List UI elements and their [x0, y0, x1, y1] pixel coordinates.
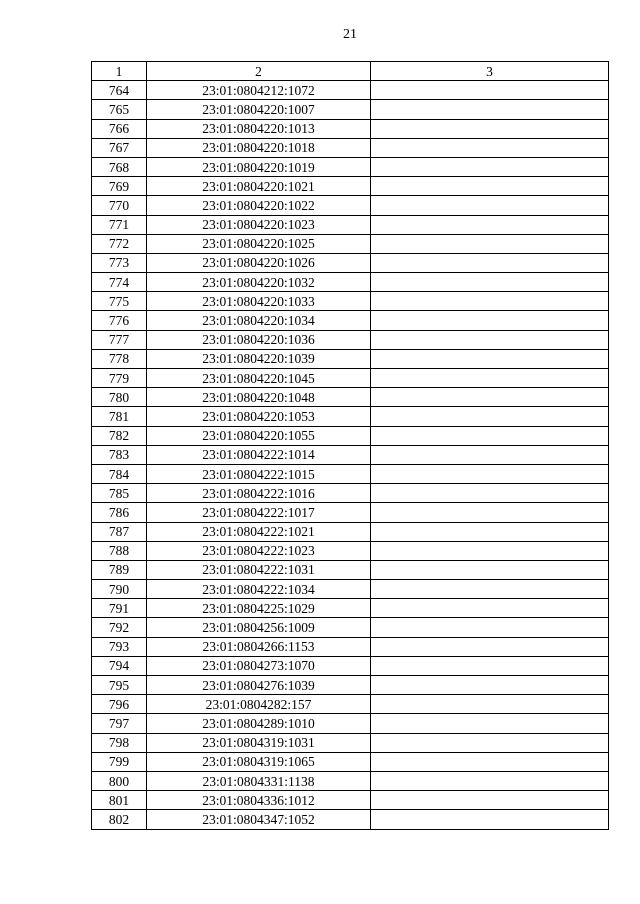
table-row	[92, 791, 609, 810]
note-cell	[371, 234, 609, 253]
note-cell	[371, 580, 609, 599]
table-row	[92, 330, 609, 349]
note-cell	[371, 676, 609, 695]
row-number-cell: 768	[92, 157, 147, 176]
table-row	[92, 445, 609, 464]
table-row	[92, 752, 609, 771]
cadastral-number-cell: 23:01:0804225:1029	[147, 599, 371, 618]
table-row	[92, 311, 609, 330]
header-cell-1: 1	[92, 62, 147, 81]
cadastral-number-cell: 23:01:0804222:1031	[147, 560, 371, 579]
table-row	[92, 292, 609, 311]
table-row	[92, 119, 609, 138]
cadastral-number-cell: 23:01:0804273:1070	[147, 656, 371, 675]
cadastral-number-cell: 23:01:0804222:1023	[147, 541, 371, 560]
row-number-cell: 801	[92, 791, 147, 810]
cadastral-number-cell: 23:01:0804220:1048	[147, 388, 371, 407]
cadastral-number-cell: 23:01:0804212:1072	[147, 81, 371, 100]
row-number-cell: 781	[92, 407, 147, 426]
note-cell	[371, 733, 609, 752]
note-cell	[371, 810, 609, 829]
table-row	[92, 714, 609, 733]
note-cell	[371, 388, 609, 407]
row-number-cell: 789	[92, 560, 147, 579]
cadastral-number-cell: 23:01:0804220:1036	[147, 330, 371, 349]
header-row	[92, 62, 609, 81]
note-cell	[371, 599, 609, 618]
note-cell	[371, 369, 609, 388]
table-row	[92, 599, 609, 618]
note-cell	[371, 177, 609, 196]
row-number-cell: 790	[92, 580, 147, 599]
note-cell	[371, 445, 609, 464]
note-cell	[371, 196, 609, 215]
row-number-cell: 774	[92, 273, 147, 292]
table-row	[92, 541, 609, 560]
cadastral-number-cell: 23:01:0804220:1013	[147, 119, 371, 138]
cadastral-number-cell: 23:01:0804336:1012	[147, 791, 371, 810]
table-row	[92, 637, 609, 656]
table-row	[92, 196, 609, 215]
table-row	[92, 656, 609, 675]
table-row	[92, 349, 609, 368]
note-cell	[371, 560, 609, 579]
header-cell-2: 2	[147, 62, 371, 81]
row-number-cell: 777	[92, 330, 147, 349]
cadastral-number-cell: 23:01:0804220:1025	[147, 234, 371, 253]
row-number-cell: 783	[92, 445, 147, 464]
row-number-cell: 786	[92, 503, 147, 522]
note-cell	[371, 292, 609, 311]
note-cell	[371, 714, 609, 733]
row-number-cell: 784	[92, 464, 147, 483]
table-row	[92, 733, 609, 752]
row-number-cell: 782	[92, 426, 147, 445]
table-row	[92, 215, 609, 234]
cadastral-number-cell: 23:01:0804220:1039	[147, 349, 371, 368]
cadastral-number-cell: 23:01:0804220:1045	[147, 369, 371, 388]
cadastral-number-cell: 23:01:0804289:1010	[147, 714, 371, 733]
cadastral-number-cell: 23:01:0804220:1053	[147, 407, 371, 426]
table-header	[92, 62, 609, 81]
cadastral-number-cell: 23:01:0804347:1052	[147, 810, 371, 829]
note-cell	[371, 138, 609, 157]
table-row	[92, 580, 609, 599]
note-cell	[371, 637, 609, 656]
page-number: 21	[343, 27, 357, 42]
note-cell	[371, 771, 609, 790]
table-row	[92, 771, 609, 790]
table-row	[92, 676, 609, 695]
table-body	[92, 81, 609, 829]
note-cell	[371, 791, 609, 810]
row-number-cell: 785	[92, 484, 147, 503]
cadastral-number-cell: 23:01:0804222:1034	[147, 580, 371, 599]
row-number-cell: 794	[92, 656, 147, 675]
note-cell	[371, 119, 609, 138]
cadastral-number-cell: 23:01:0804282:157	[147, 695, 371, 714]
row-number-cell: 799	[92, 752, 147, 771]
table-row	[92, 369, 609, 388]
note-cell	[371, 157, 609, 176]
row-number-cell: 767	[92, 138, 147, 157]
cadastral-number-cell: 23:01:0804222:1014	[147, 445, 371, 464]
row-number-cell: 765	[92, 100, 147, 119]
note-cell	[371, 484, 609, 503]
row-number-cell: 793	[92, 637, 147, 656]
table-row	[92, 407, 609, 426]
note-cell	[371, 656, 609, 675]
note-cell	[371, 273, 609, 292]
table-row	[92, 177, 609, 196]
note-cell	[371, 311, 609, 330]
cadastral-number-cell: 23:01:0804222:1021	[147, 522, 371, 541]
cadastral-number-cell: 23:01:0804319:1065	[147, 752, 371, 771]
note-cell	[371, 752, 609, 771]
note-cell	[371, 81, 609, 100]
row-number-cell: 776	[92, 311, 147, 330]
row-number-cell: 780	[92, 388, 147, 407]
cadastral-number-cell: 23:01:0804266:1153	[147, 637, 371, 656]
cadastral-number-cell: 23:01:0804220:1033	[147, 292, 371, 311]
table-row	[92, 484, 609, 503]
table-row	[92, 273, 609, 292]
cadastral-number-cell: 23:01:0804319:1031	[147, 733, 371, 752]
note-cell	[371, 695, 609, 714]
table-row	[92, 522, 609, 541]
row-number-cell: 795	[92, 676, 147, 695]
registry-table	[91, 61, 609, 830]
row-number-cell: 772	[92, 234, 147, 253]
row-number-cell: 800	[92, 771, 147, 790]
table-row	[92, 81, 609, 100]
cadastral-number-cell: 23:01:0804331:1138	[147, 771, 371, 790]
row-number-cell: 791	[92, 599, 147, 618]
table-row	[92, 157, 609, 176]
table-row	[92, 810, 609, 829]
note-cell	[371, 503, 609, 522]
row-number-cell: 802	[92, 810, 147, 829]
table-row	[92, 138, 609, 157]
row-number-cell: 778	[92, 349, 147, 368]
note-cell	[371, 253, 609, 272]
row-number-cell: 769	[92, 177, 147, 196]
note-cell	[371, 618, 609, 637]
row-number-cell: 771	[92, 215, 147, 234]
note-cell	[371, 330, 609, 349]
row-number-cell: 773	[92, 253, 147, 272]
table-row	[92, 426, 609, 445]
cadastral-number-cell: 23:01:0804220:1034	[147, 311, 371, 330]
row-number-cell: 787	[92, 522, 147, 541]
cadastral-number-cell: 23:01:0804220:1019	[147, 157, 371, 176]
cadastral-number-cell: 23:01:0804220:1022	[147, 196, 371, 215]
table-row	[92, 100, 609, 119]
cadastral-number-cell: 23:01:0804220:1021	[147, 177, 371, 196]
row-number-cell: 779	[92, 369, 147, 388]
note-cell	[371, 541, 609, 560]
row-number-cell: 798	[92, 733, 147, 752]
table-row	[92, 234, 609, 253]
cadastral-number-cell: 23:01:0804276:1039	[147, 676, 371, 695]
note-cell	[371, 522, 609, 541]
note-cell	[371, 349, 609, 368]
table-row	[92, 560, 609, 579]
cadastral-number-cell: 23:01:0804220:1032	[147, 273, 371, 292]
table-row	[92, 618, 609, 637]
note-cell	[371, 464, 609, 483]
row-number-cell: 770	[92, 196, 147, 215]
table-row	[92, 253, 609, 272]
note-cell	[371, 215, 609, 234]
table-row	[92, 503, 609, 522]
row-number-cell: 766	[92, 119, 147, 138]
cadastral-number-cell: 23:01:0804220:1026	[147, 253, 371, 272]
row-number-cell: 797	[92, 714, 147, 733]
cadastral-number-cell: 23:01:0804220:1055	[147, 426, 371, 445]
cadastral-number-cell: 23:01:0804256:1009	[147, 618, 371, 637]
table-row	[92, 695, 609, 714]
note-cell	[371, 100, 609, 119]
cadastral-number-cell: 23:01:0804222:1017	[147, 503, 371, 522]
cadastral-number-cell: 23:01:0804222:1016	[147, 484, 371, 503]
note-cell	[371, 426, 609, 445]
row-number-cell: 796	[92, 695, 147, 714]
table-row	[92, 464, 609, 483]
row-number-cell: 775	[92, 292, 147, 311]
row-number-cell: 792	[92, 618, 147, 637]
cadastral-number-cell: 23:01:0804220:1018	[147, 138, 371, 157]
table-row	[92, 388, 609, 407]
cadastral-number-cell: 23:01:0804220:1023	[147, 215, 371, 234]
row-number-cell: 788	[92, 541, 147, 560]
cadastral-number-cell: 23:01:0804220:1007	[147, 100, 371, 119]
row-number-cell: 764	[92, 81, 147, 100]
header-cell-3: 3	[371, 62, 609, 81]
note-cell	[371, 407, 609, 426]
cadastral-number-cell: 23:01:0804222:1015	[147, 464, 371, 483]
